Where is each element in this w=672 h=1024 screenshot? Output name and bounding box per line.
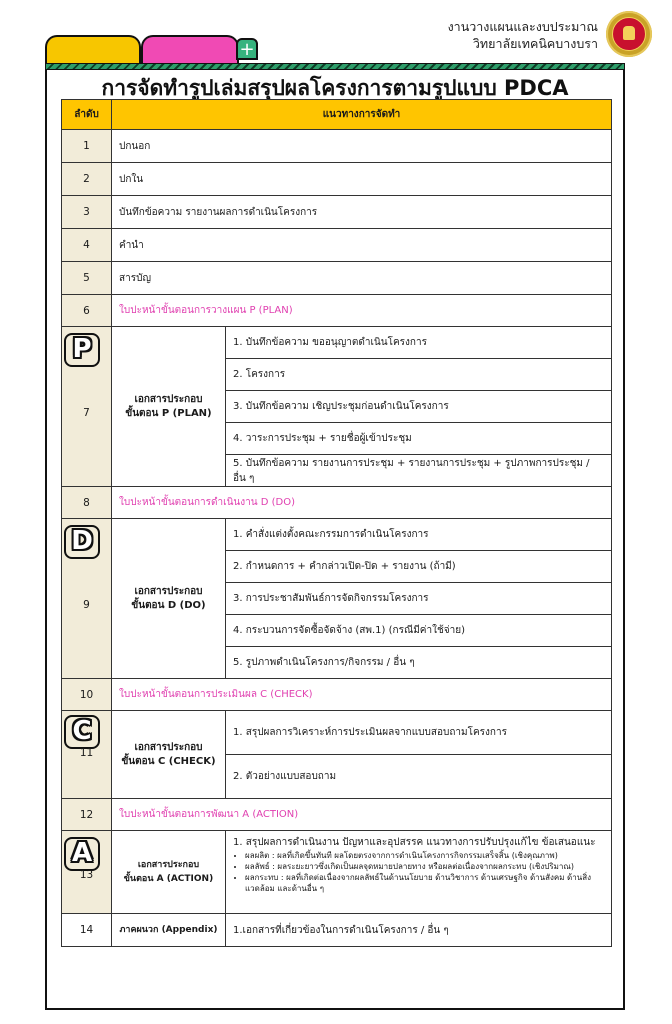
- org-name-line1: งานวางแผนและงบประมาณ: [447, 19, 598, 34]
- group-number-cell: [62, 519, 112, 679]
- column-header-guide: แนวทางการจัดทำ: [112, 100, 612, 130]
- group-number-cell: [62, 711, 112, 799]
- section-title-plan: ใบปะหน้าขั้นตอนการวางแผน P (PLAN): [112, 295, 612, 327]
- group-row-plan: [62, 327, 612, 359]
- bullet-item: • ผลกระทบ : ผลที่เกิดต่อเนื่องจากผลลัพธ์ในด้านนโยบาย ด้านวิชาการ ด้านเศรษฐกิจ ด้านสังคม ด้านสิ่งแวดล้อม และด้านอื่น ๆ: [245, 872, 604, 894]
- row-number: 9: [83, 598, 90, 611]
- group-label-check: [112, 711, 226, 799]
- group-label-line1: เอกสารประกอบ: [134, 741, 203, 753]
- row-number: 7: [83, 406, 90, 419]
- action-details: [226, 831, 612, 914]
- page-title: การจัดทำรูปเล่มสรุปผลโครงการตามรูปแบบ PDCA: [101, 76, 569, 100]
- org-name-line2: วิทยาลัยเทคนิคบางบรา: [472, 36, 598, 51]
- group-label-do: [112, 519, 226, 679]
- row-text: บันทึกข้อความ รายงานผลการดำเนินโครงการ: [112, 196, 612, 229]
- org-name: [448, 18, 598, 52]
- table-row: [62, 130, 612, 163]
- action-summary: 1. สรุปผลการดำเนินงาน ปัญหาและอุปสรรค แนวทางการปรับปรุงแก้ไข ข้อเสนอแนะ: [233, 837, 596, 848]
- group-label-action: [112, 831, 226, 914]
- row-number: 11: [79, 747, 94, 759]
- group-row-action: [62, 831, 612, 914]
- group-label-line1: เอกสารประกอบ: [137, 860, 200, 870]
- bullet-item: • ผลผลิต : ผลที่เกิดขึ้นทันที ผลโดยตรงจากการดำเนินโครงการกิจกรรมเสร็จสิ้น (เชิงคุณภาพ): [245, 850, 604, 861]
- row-number: 8: [62, 487, 112, 519]
- list-item: 5. บันทึกข้อความ รายงานการประชุม + รายงานการประชุม + รูปภาพการประชุม / อื่น ๆ: [226, 455, 612, 487]
- section-row-plan: [62, 295, 612, 327]
- group-label-line1: เอกสารประกอบ: [134, 585, 203, 597]
- letter-p-icon: P: [64, 333, 100, 367]
- column-header-no: ลำดับ: [62, 100, 112, 130]
- letter-c-icon: C: [64, 715, 100, 749]
- section-row-check: [62, 679, 612, 711]
- row-number: 14: [62, 914, 112, 947]
- list-item: 5. รูปภาพดำเนินโครงการ/กิจกรรม / อื่น ๆ: [226, 647, 612, 679]
- row-number: 12: [62, 799, 112, 831]
- group-label-plan: [112, 327, 226, 487]
- group-label-line2: ขั้นตอน C (CHECK): [121, 755, 216, 767]
- list-item: 1. สรุปผลการวิเคราะห์การประเมินผลจากแบบสอบถามโครงการ: [226, 711, 612, 755]
- appendix-text: 1.เอกสารที่เกี่ยวข้องในการดำเนินโครงการ / อื่น ๆ: [226, 914, 612, 947]
- row-number: 4: [62, 229, 112, 262]
- row-number: 10: [62, 679, 112, 711]
- table-row: [62, 262, 612, 295]
- letter-a-icon: A: [64, 837, 100, 871]
- group-row-do: [62, 519, 612, 551]
- folder-tab-pink: [141, 35, 239, 65]
- list-item: 2. โครงการ: [226, 359, 612, 391]
- row-number: 13: [79, 869, 94, 881]
- list-item: 1. บันทึกข้อความ ขออนุญาตดำเนินโครงการ: [226, 327, 612, 359]
- bullet-item: • ผลลัพธ์ : ผลระยะยาวซึ่งเกิดเป็นผลจุดหมายปลายทาง หรือผลต่อเนื่องจากผลกระทบ (เชิงปริมาณ): [245, 861, 604, 872]
- section-row-do: [62, 487, 612, 519]
- group-number-cell: [62, 831, 112, 914]
- row-text: สารบัญ: [112, 262, 612, 295]
- pdca-table: [61, 99, 612, 947]
- table-row: [62, 163, 612, 196]
- table-row: [62, 196, 612, 229]
- row-number: 6: [62, 295, 112, 327]
- list-item: 2. กำหนดการ + คำกล่าวเปิด-ปิด + รายงาน (ถ้ามี): [226, 551, 612, 583]
- appendix-label: ภาคผนวก (Appendix): [112, 914, 226, 947]
- section-row-action: [62, 799, 612, 831]
- college-seal-logo: [606, 11, 652, 57]
- row-number: 2: [62, 163, 112, 196]
- letter-d-icon: D: [64, 525, 100, 559]
- row-text: ปกใน: [112, 163, 612, 196]
- appendix-row: [62, 914, 612, 947]
- table-row: [62, 229, 612, 262]
- hatched-band: [45, 63, 625, 70]
- section-title-action: ใบปะหน้าขั้นตอนการพัฒนา A (ACTION): [112, 799, 612, 831]
- list-item: 4. กระบวนการจัดซื้อจัดจ้าง (สพ.1) (กรณีมีค่าใช้จ่าย): [226, 615, 612, 647]
- section-title-check: ใบปะหน้าขั้นตอนการประเมินผล C (CHECK): [112, 679, 612, 711]
- row-number: 1: [62, 130, 112, 163]
- group-label-line2: ขั้นตอน P (PLAN): [125, 407, 212, 419]
- table-header: [62, 100, 612, 130]
- group-label-line2: ขั้นตอน A (ACTION): [123, 874, 214, 884]
- list-item: 2. ตัวอย่างแบบสอบถาม: [226, 755, 612, 799]
- row-number: 3: [62, 196, 112, 229]
- list-item: 3. การประชาสัมพันธ์การจัดกิจกรรมโครงการ: [226, 583, 612, 615]
- group-label-line1: เอกสารประกอบ: [134, 393, 203, 405]
- list-item: 3. บันทึกข้อความ เชิญประชุมก่อนดำเนินโครงการ: [226, 391, 612, 423]
- plus-icon[interactable]: +: [236, 38, 258, 60]
- action-bullets: [245, 850, 604, 894]
- list-item: 1. คำสั่งแต่งตั้งคณะกรรมการดำเนินโครงการ: [226, 519, 612, 551]
- group-row-check: [62, 711, 612, 755]
- group-label-line2: ขั้นตอน D (DO): [131, 599, 206, 611]
- row-number: 5: [62, 262, 112, 295]
- list-item: 4. วาระการประชุม + รายชื่อผู้เข้าประชุม: [226, 423, 612, 455]
- folder-tab-yellow: [45, 35, 141, 65]
- row-text: คำนำ: [112, 229, 612, 262]
- row-text: ปกนอก: [112, 130, 612, 163]
- section-title-do: ใบปะหน้าขั้นตอนการดำเนินงาน D (DO): [112, 487, 612, 519]
- group-number-cell: [62, 327, 112, 487]
